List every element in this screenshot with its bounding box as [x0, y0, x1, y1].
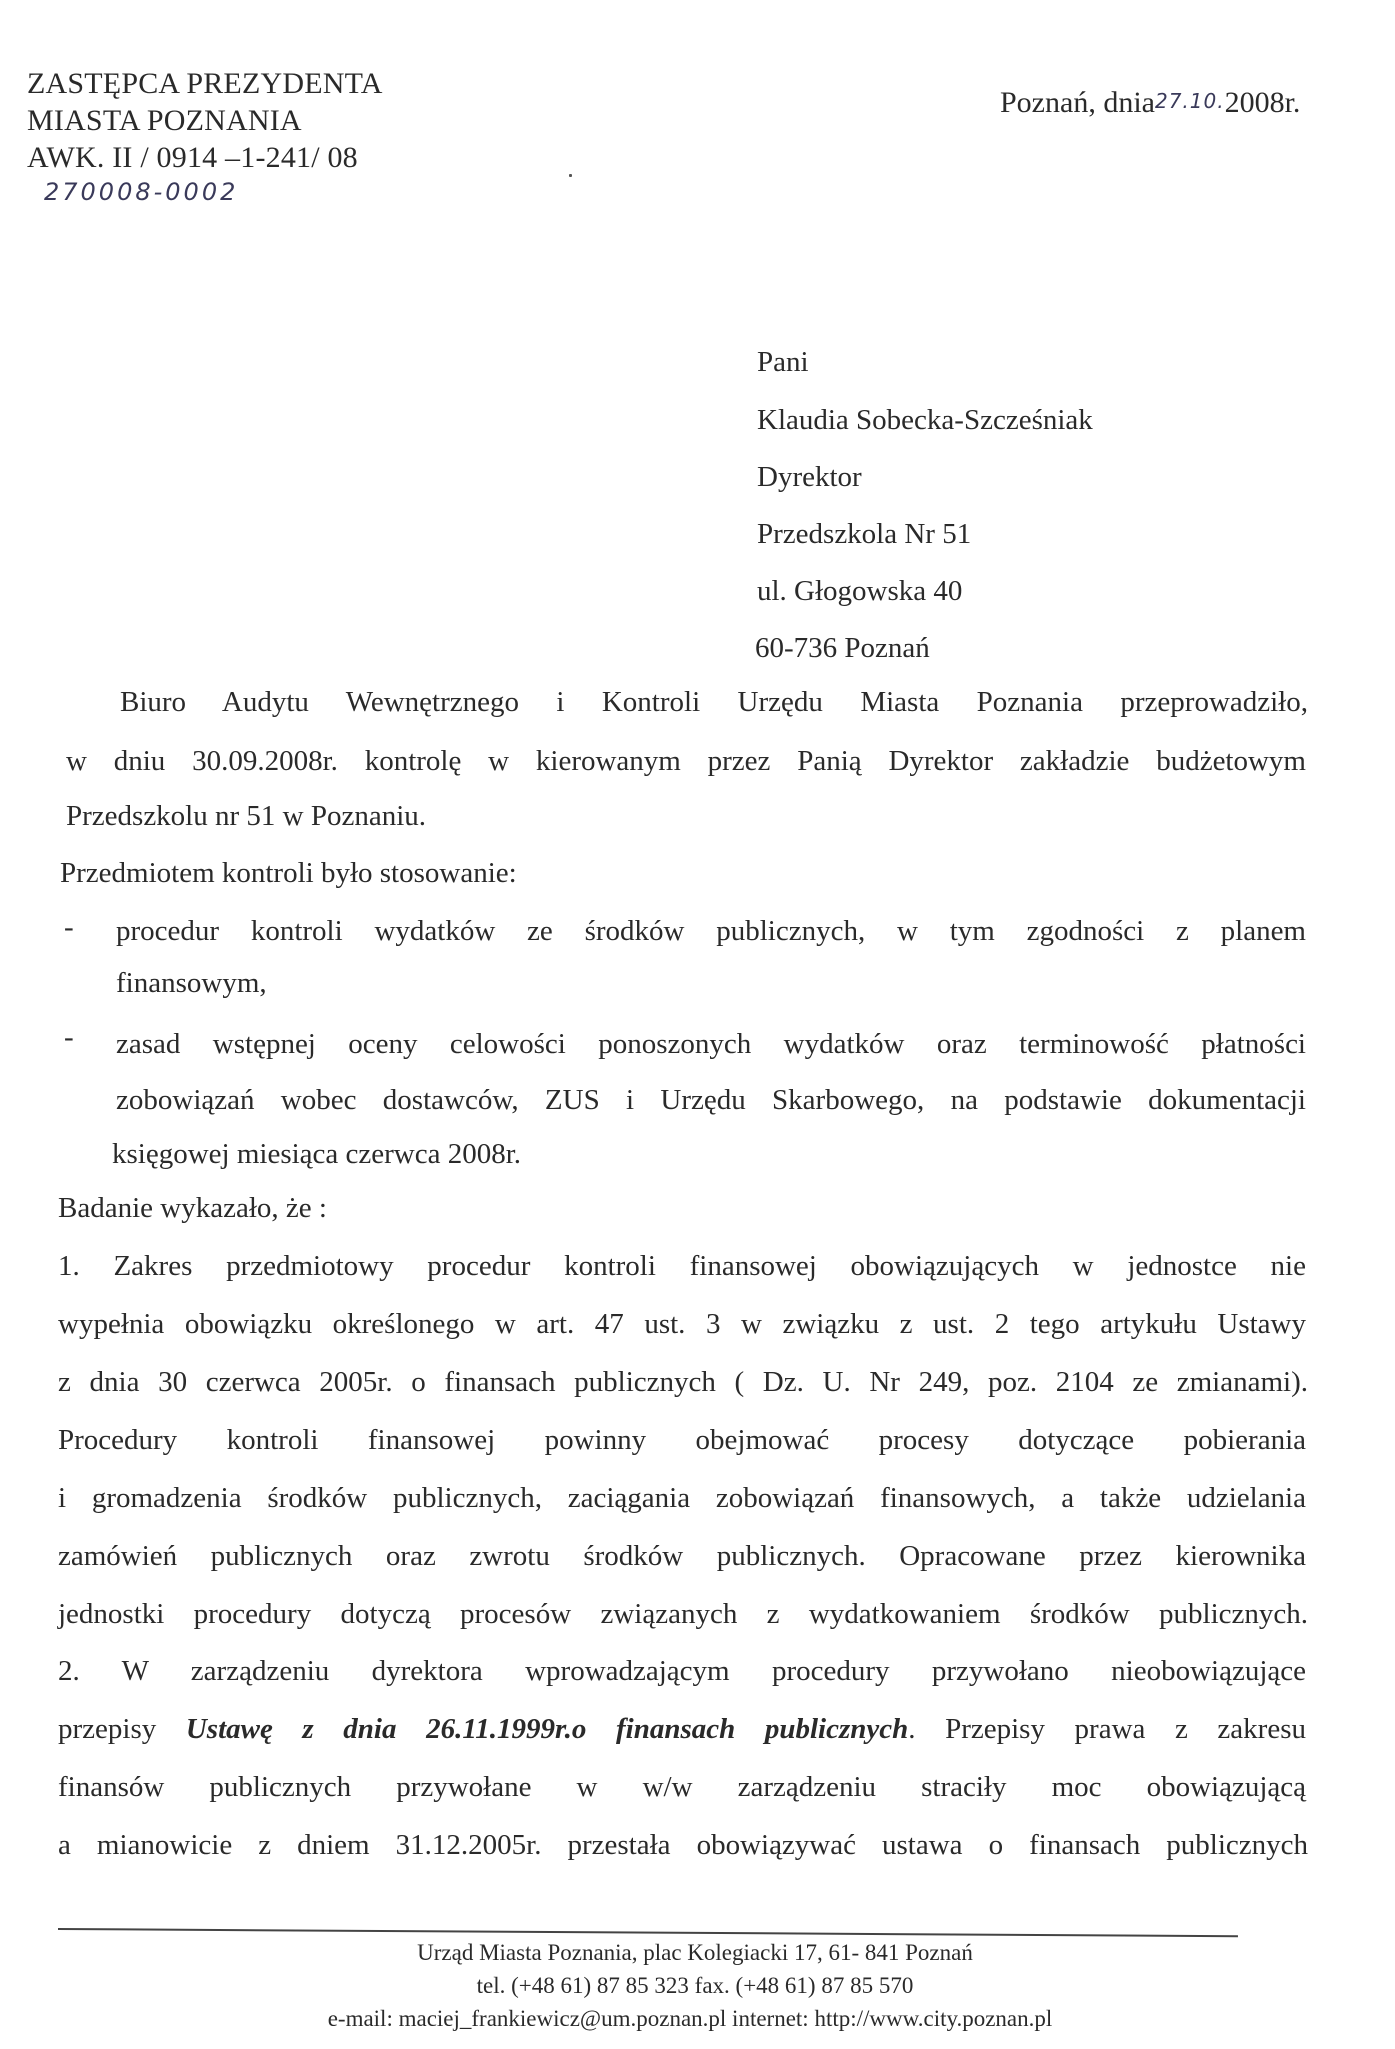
recipient-name: Klaudia Sobecka-Szcześniak	[757, 404, 1093, 436]
recipient-salutation: Pani	[757, 346, 809, 378]
finding-2-line-2-prefix: przepisy	[58, 1713, 186, 1745]
finding-2-line-3: finansów publicznych przywołane w w/w zarządzeniu straciły moc obowiązującą	[58, 1771, 1306, 1803]
reference-number: AWK. II / 0914 –1-241/ 08	[27, 141, 358, 174]
place-date	[1000, 86, 1300, 120]
issuer-city: MIASTA POZNANIA	[27, 104, 302, 137]
finding-2-line-2-suffix: . Przepisy prawa z zakresu	[908, 1713, 1306, 1745]
footer-contact: e-mail: maciej_frankiewicz@um.poznan.pl internet: http://www.city.poznan.pl	[327, 2006, 1053, 2031]
finding-1-line-6: zamówień publicznych oraz zwrotu środków publicznych. Opracowane przez kierownika	[58, 1540, 1306, 1572]
finding-1-line-7: jednostki procedury dotyczą procesów związanych z wydatkowaniem środków publicznych.	[58, 1598, 1308, 1630]
cited-act: Ustawę z dnia 26.11.1999r.o finansach publicznych	[185, 1713, 909, 1745]
issuer-title: ZASTĘPCA PREZYDENTA	[27, 67, 383, 100]
finding-1-line-1: 1. Zakres przedmiotowy procedur kontroli finansowej obowiązujących w jednostce nie	[58, 1250, 1306, 1282]
handwritten-date: 27.10.	[1154, 89, 1225, 113]
date-year: 2008r.	[1224, 86, 1301, 119]
scope-item-1-bullet: -	[64, 911, 74, 943]
finding-2-line-1: 2. W zarządzeniu dyrektora wprowadzającym procedury przywołano nieobowiązujące	[58, 1655, 1306, 1687]
scope-item-2-bullet: -	[64, 1021, 74, 1053]
scope-heading: Przedmiotem kontroli było stosowanie:	[60, 857, 517, 889]
handwritten-registry-number: 270008-0002	[44, 178, 239, 206]
intro-line-3: Przedszkolu nr 51 w Poznaniu.	[66, 800, 427, 832]
finding-2-line-2	[58, 1713, 1306, 1746]
scan-speck	[569, 174, 572, 177]
finding-1-line-4: Procedury kontroli finansowej powinny obejmować procesy dotyczące pobierania	[58, 1424, 1306, 1456]
recipient-street: ul. Głogowska 40	[757, 575, 963, 607]
recipient-institution: Przedszkola Nr 51	[757, 518, 972, 550]
recipient-title: Dyrektor	[757, 461, 862, 493]
footer-phones: tel. (+48 61) 87 85 323 fax. (+48 61) 87 85 570	[476, 1973, 914, 1998]
finding-1-line-5: i gromadzenia środków publicznych, zaciągania zobowiązań finansowych, a także udzielania	[58, 1482, 1306, 1514]
finding-2-line-4: a mianowicie z dniem 31.12.2005r. przestała obowiązywać ustawa o finansach publicznych	[58, 1829, 1308, 1861]
scope-item-2-line-1: zasad wstępnej oceny celowości ponoszonych wydatków oraz terminowość płatności	[116, 1028, 1306, 1060]
footer-address: Urząd Miasta Poznania, plac Kolegiacki 17, 61- 841 Poznań	[417, 1940, 973, 1965]
scope-item-2-line-2: zobowiązań wobec dostawców, ZUS i Urzędu Skarbowego, na podstawie dokumentacji	[116, 1084, 1306, 1116]
scope-item-1-line-1: procedur kontroli wydatków ze środków publicznych, w tym zgodności z planem	[116, 915, 1306, 947]
findings-heading: Badanie wykazało, że :	[58, 1192, 327, 1224]
intro-line-2: w dniu 30.09.2008r. kontrolę w kierowanym przez Panią Dyrektor zakładzie budżetowym	[66, 745, 1306, 777]
recipient-city: 60-736 Poznań	[755, 632, 930, 664]
finding-1-line-2: wypełnia obowiązku określonego w art. 47 ust. 3 w związku z ust. 2 tego artykułu Ustawy	[58, 1308, 1306, 1340]
scope-item-1-line-2: finansowym,	[116, 967, 267, 999]
place-date-prefix: Poznań, dnia	[1000, 86, 1155, 119]
intro-line-1: Biuro Audytu Wewnętrznego i Kontroli Urzędu Miasta Poznania przeprowadziło,	[120, 686, 1308, 718]
finding-1-line-3: z dnia 30 czerwca 2005r. o finansach publicznych ( Dz. U. Nr 249, poz. 2104 ze zmianami).	[58, 1366, 1308, 1398]
footer-divider	[58, 1928, 1238, 1937]
scope-item-2-line-3: księgowej miesiąca czerwca 2008r.	[112, 1138, 522, 1170]
